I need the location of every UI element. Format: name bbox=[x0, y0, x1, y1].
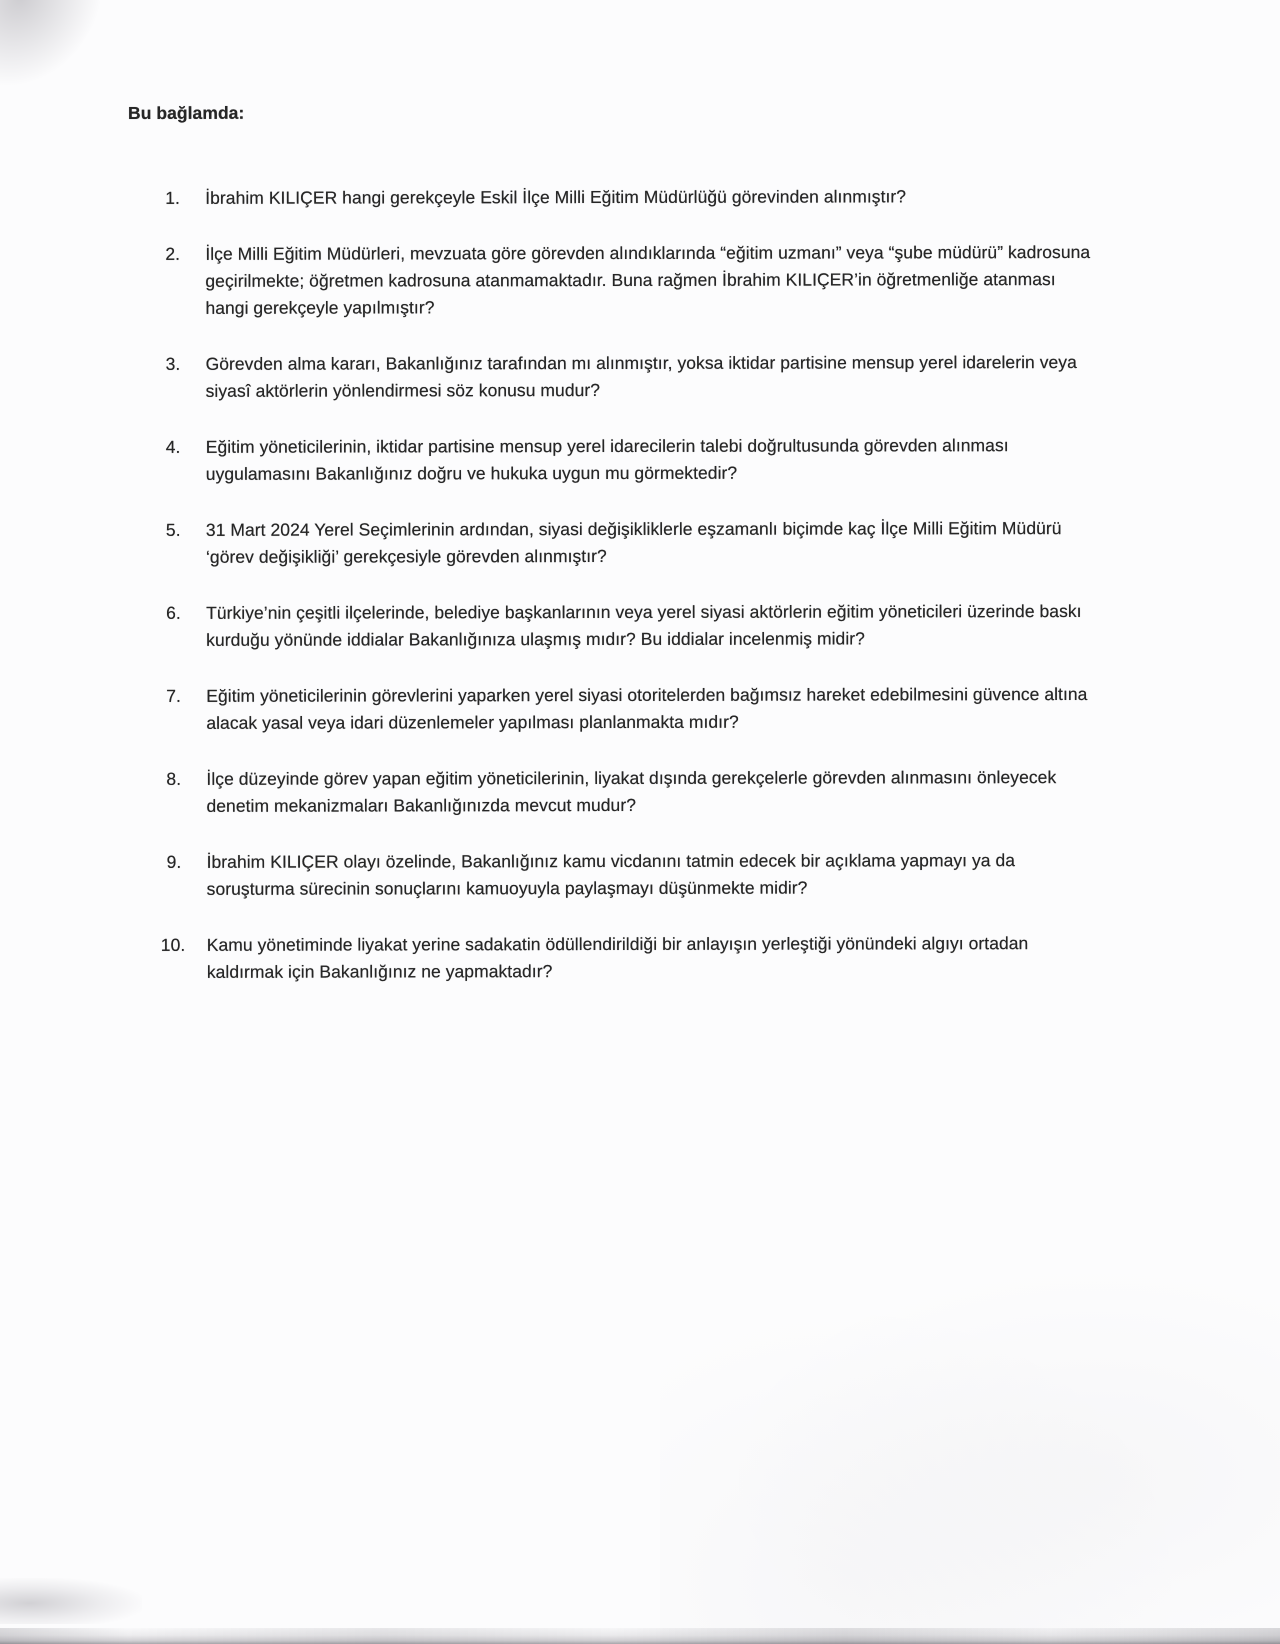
question-item bbox=[129, 432, 1104, 488]
item-text: Kamu yönetiminde liyakat yerine sadakatin ödüllendirildiği bir anlayışın yerleştiği yönündeki algıyı ortadan kaldırmak için Bakanlığınız ne yapmaktadır? bbox=[206, 933, 1029, 982]
scan-smudge-top-left bbox=[0, 0, 106, 115]
item-number: 1. bbox=[165, 187, 180, 208]
item-text: İlçe düzeyinde görev yapan eğitim yöneticilerinin, liyakat dışında gerekçelerle görevden alınmasını önleyecek denetim mekanizmaları Bakanlığınızda mevcut mudur? bbox=[206, 767, 1057, 816]
item-number: 10. bbox=[160, 934, 186, 955]
item-text: 31 Mart 2024 Yerel Seçimlerinin ardından, siyasi değişikliklerle eşzamanlı biçimde kaç İlçe Milli Eğitim Müdürü ‘görev değişikliği’ gerekçesiyle görevden alınmıştır? bbox=[205, 518, 1062, 567]
question-item bbox=[129, 349, 1104, 405]
item-number: 7. bbox=[166, 685, 181, 706]
question-item bbox=[128, 239, 1103, 322]
item-number: 8. bbox=[166, 768, 182, 789]
paper-texture bbox=[660, 1224, 1280, 1644]
item-number: 5. bbox=[165, 519, 181, 540]
question-item bbox=[129, 515, 1104, 571]
item-text: Görevden alma kararı, Bakanlığınız tarafından mı alınmıştır, yoksa iktidar partisine mensup yerel idarelerin veya siyasî aktörlerin yönlendirmesi söz konusu mudur? bbox=[205, 352, 1077, 401]
item-text: Türkiye’nin çeşitli ilçelerinde, belediye başkanlarının veya yerel siyasi aktörlerin eğitim yöneticileri üzerinde baskı kurduğu yönünde iddialar Bakanlığınıza ulaşmış mıdır? Bu iddialar incelenmiş midir? bbox=[206, 601, 1082, 650]
document-content bbox=[128, 98, 1105, 1015]
item-text: İbrahim KILIÇER olayı özelinde, Bakanlığınız kamu vicdanını tatmin edecek bir açıklama yapmayı ya da soruşturma sürecinin sonuçlarını kamuoyuyla paylaşmayı düşünmekte midir? bbox=[206, 850, 1016, 899]
item-text: İlçe Milli Eğitim Müdürleri, mevzuata göre görevden alındıklarında “eğitim uzmanı” veya “şube müdürü” kadrosuna geçirilmekte; öğretmen kadrosuna atanmamaktadır. Buna rağmen İbrahim KILIÇER’in öğretmenliğe atanması hangi gerekçeyle yapılmıştır? bbox=[205, 241, 1091, 318]
question-item bbox=[129, 598, 1104, 654]
item-number: 4. bbox=[165, 436, 181, 457]
document-heading: Bu bağlamda: bbox=[128, 102, 245, 123]
item-text: Eğitim yöneticilerinin görevlerini yaparken yerel siyasi otoritelerden bağımsız hareket edebilmesini güvence altına alacak yasal veya idari düzenlemeler yapılması planlanmakta mıdır? bbox=[206, 683, 1088, 733]
item-number: 3. bbox=[165, 353, 181, 374]
question-item bbox=[129, 764, 1104, 820]
scan-bottom-edge bbox=[0, 1628, 1280, 1644]
question-item bbox=[130, 847, 1105, 903]
item-number: 9. bbox=[166, 851, 182, 872]
item-number: 6. bbox=[166, 602, 181, 623]
item-text: İbrahim KILIÇER hangi gerekçeyle Eskil İlçe Milli Eğitim Müdürlüğü görevinden alınmıştır? bbox=[205, 186, 907, 208]
item-number: 2. bbox=[165, 243, 181, 264]
scan-smudge-bottom-left bbox=[0, 1578, 142, 1624]
question-item bbox=[130, 930, 1105, 986]
question-list bbox=[128, 183, 1105, 986]
question-item bbox=[128, 183, 1103, 212]
item-text: Eğitim yöneticilerinin, iktidar partisine mensup yerel idarecilerin talebi doğrultusunda görevden alınması uygulamasını Bakanlığınız doğru ve hukuka uygun mu görmektedir? bbox=[205, 435, 1009, 484]
question-item bbox=[129, 681, 1104, 737]
